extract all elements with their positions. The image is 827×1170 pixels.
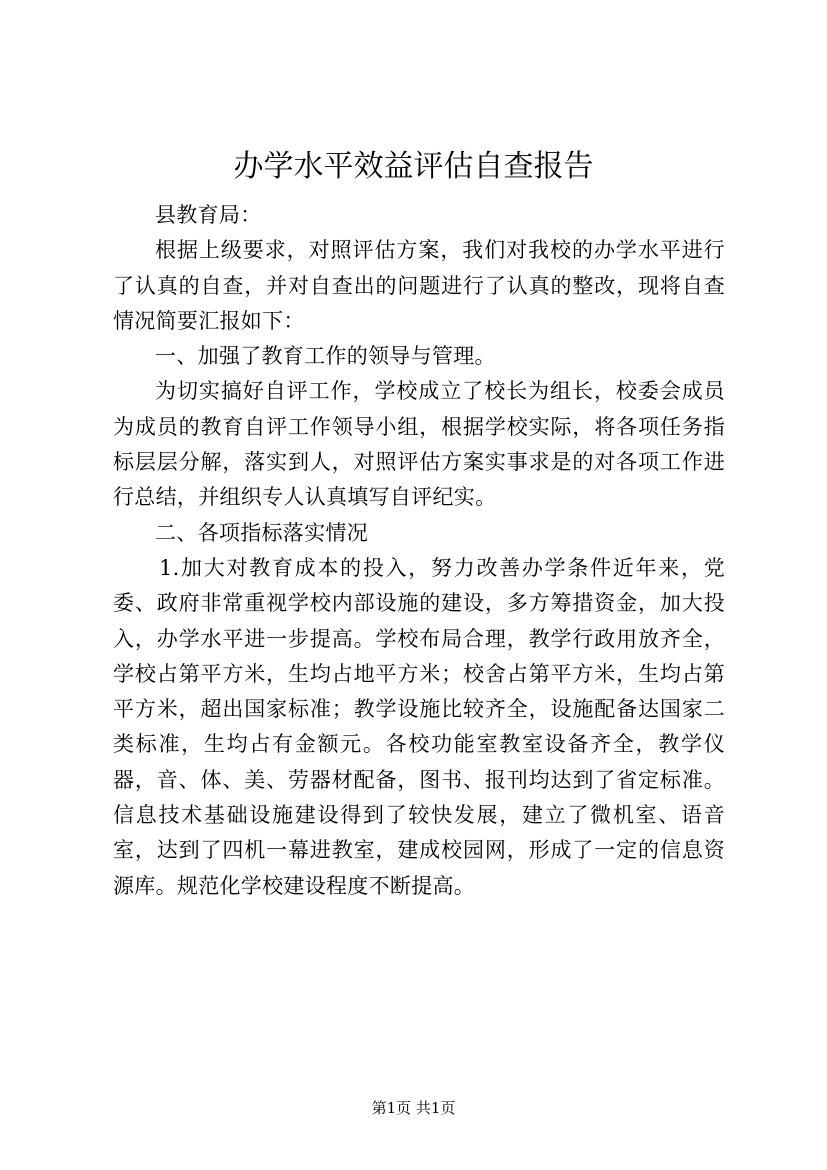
paragraph-investment: 1.加大对教育成本的投入，努力改善办学条件近年来，党委、政府非常重视学校内部设施的建设，多方筹措资金，加大投入，办学水平进一步提高。学校布局合理，教学行政用放齐全，学校占第平方米，生均占地平方米；校舍占第平方米，生均占第平方米，超出国家标准；教学设施比较齐全，设施配备达国家二类标准，生均占有金额元。各校功能室教室设备齐全，教学仪器，音、体、美、劳器材配备，图书、报刊均达到了省定标准。信息技术基础设施建设得到了较快发展，建立了微机室、语音室，达到了四机一幕进教室，建成校园网，形成了一定的信息资源库。规范化学校建设程度不断提高。: [113, 555, 725, 898]
document-body: [113, 198, 725, 904]
document-title: 办学水平效益评估自查报告: [233, 149, 594, 184]
page-footer: 第1页 共1页: [371, 1099, 456, 1117]
salutation: 县教育局：: [155, 203, 262, 227]
section-heading-1: 一、加强了教育工作的领导与管理。: [155, 344, 496, 369]
paragraph-self-evaluation: 为切实搞好自评工作，学校成立了校长为组长，校委会成员为成员的教育自评工作领导小组，根据学校实际，将各项任务指标层层分解，落实到人，对照评估方案实事求是的对各项工作进行总结，并组织专人认真填写自评纪实。: [113, 379, 725, 510]
section-heading-2: 二、各项指标落实情况: [155, 520, 368, 545]
paragraph-intro: 根据上级要求，对照评估方案，我们对我校的办学水平进行了认真的自查，并对自查出的问题进行了认真的整改，现将自查情况简要汇报如下：: [113, 238, 725, 333]
